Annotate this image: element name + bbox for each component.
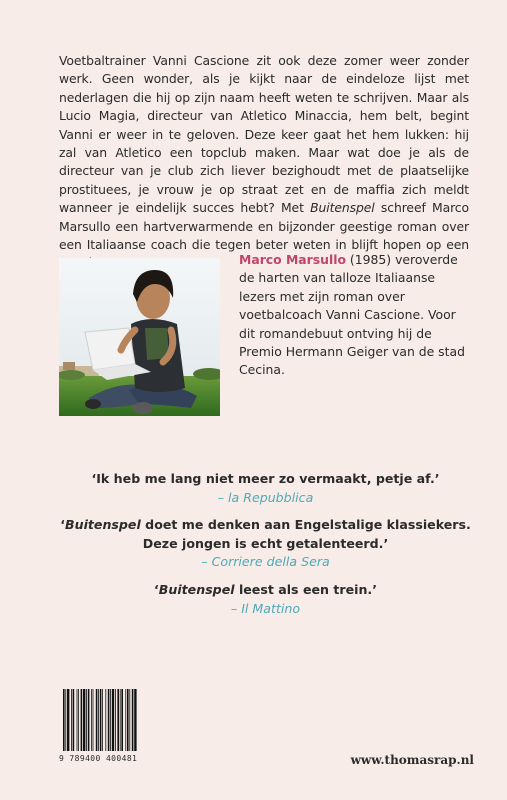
press-quotes: [59, 470, 472, 627]
quote-text: ‘Ik heb me lang niet meer zo vermaakt, petje af.’: [91, 471, 440, 486]
author-bio: [239, 251, 471, 380]
publisher-website[interactable]: www.thomasrap.nl: [350, 753, 474, 767]
press-quote: [59, 516, 472, 572]
author-bio-text: (1985) veroverde de harten van talloze Italiaanse lezers met zijn roman over voetbalcoach Vanni Cascione. Voor dit romandebuut ontving hij de Premio Hermann Geiger van de stad Cecina.: [239, 252, 465, 378]
isbn-number: 9 789400 400481: [59, 754, 138, 763]
author-photo-image: [59, 258, 220, 416]
book-title: Buitenspel: [310, 200, 375, 216]
author-name: Marco Marsullo: [239, 252, 346, 267]
quote-book-title: Buitenspel: [65, 517, 141, 533]
quote-source: – Corriere della Sera: [201, 554, 330, 570]
author-photo: [59, 258, 220, 416]
quote-source: – la Repubblica: [217, 489, 314, 505]
quote-text: Deze jongen is echt getalenteerd.’: [142, 535, 389, 551]
barcode-bars: [59, 689, 159, 753]
press-quote: [59, 470, 472, 507]
quote-book-title: Buitenspel: [158, 581, 235, 597]
quote-text: ‘Buitenspel leest als een trein.’: [153, 581, 377, 597]
back-cover-blurb: [59, 52, 469, 273]
press-quote: [59, 581, 472, 618]
quote-source: – Il Mattino: [230, 600, 301, 616]
blurb-paragraph: Voetbaltrainer Vanni Cascione zit ook deze zomer weer zonder werk. Geen wonder, als je kijkt naar de eindeloze lijst met nederlagen die hij op zijn naam heeft weten te schrijven. Maar als Lucio Magia, directeur van Atletico Minaccia, hem belt, begint Vanni er weer in te geloven. Deze keer gaat het hem lukken: hij zal van Atletico een topclub maken. Maar wat doe je als de directeur van je club zich liever bezighoudt met de plaatselijke prostituees, je vrouw je op straat zet en de maffia zich meldt wanneer je eindelijk succes hebt? Met Buitenspel schreef Marco Marsullo een hartverwarmende en bijzonder geestige roman over een Italiaanse coach die tegen beter weten in blijft hopen op een: [59, 53, 469, 253]
quote-text: ‘Buitenspel doet me denken aan Engelstalige klassiekers.: [60, 517, 471, 533]
